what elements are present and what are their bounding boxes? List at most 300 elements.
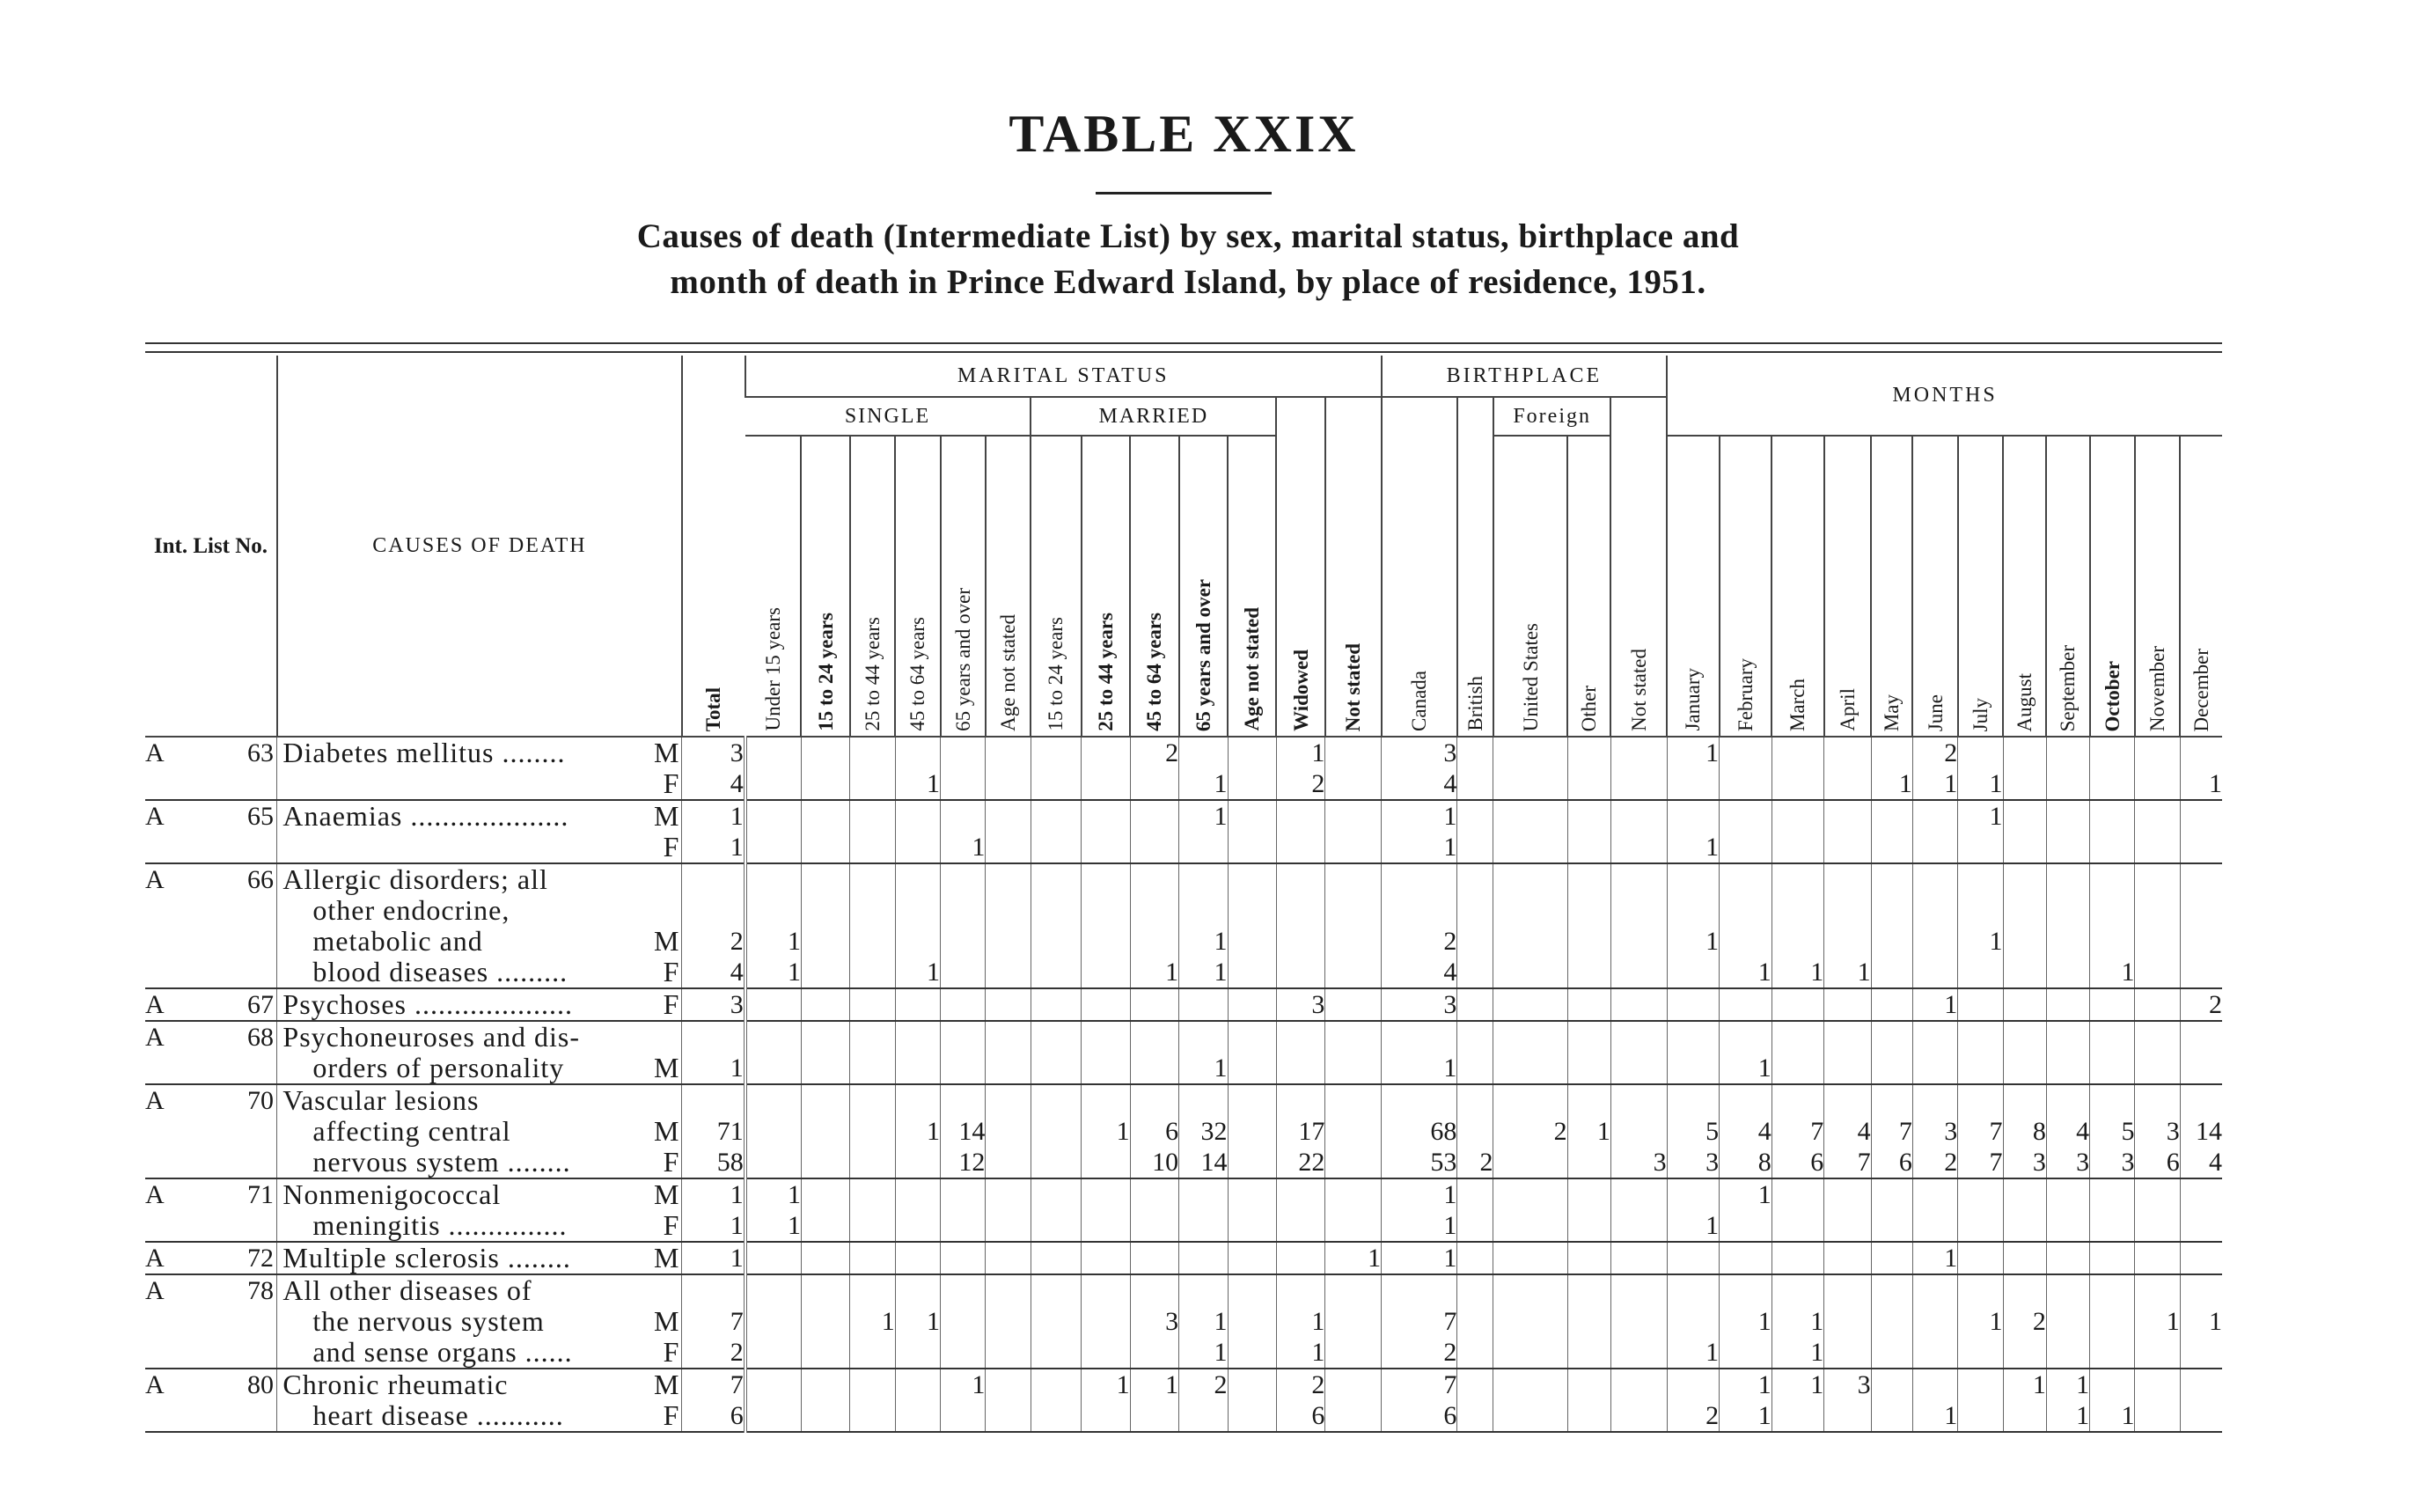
- value-cell: 2: [1382, 1337, 1457, 1369]
- value-cell: [1325, 1178, 1382, 1210]
- value-cell: [1958, 988, 2003, 1021]
- value-cell: 1: [895, 957, 940, 988]
- table-row: [145, 863, 2222, 895]
- value-cell: 68: [1382, 1116, 1457, 1147]
- value-cell: [1457, 1210, 1493, 1242]
- single-25-44-header: [850, 436, 895, 737]
- value-cell: [941, 768, 986, 800]
- value-cell: [2090, 1369, 2135, 1400]
- cause-cell: [277, 1274, 682, 1306]
- value-cell: [1031, 1021, 1082, 1053]
- value-cell: [1457, 1021, 1493, 1053]
- value-cell: [1228, 800, 1276, 832]
- value-cell: 1: [1667, 1337, 1720, 1369]
- value-cell: [1610, 957, 1667, 988]
- not-stated-header: [1325, 397, 1382, 737]
- value-cell: 1: [1276, 1306, 1324, 1337]
- table-row: [145, 1274, 2222, 1306]
- int-list-no-cell: [145, 1210, 277, 1242]
- value-cell: [1567, 1053, 1610, 1084]
- value-cell: [1824, 863, 1871, 895]
- value-cell: [1325, 768, 1382, 800]
- value-cell: [682, 1021, 745, 1053]
- value-cell: [1382, 1274, 1457, 1306]
- value-cell: [1667, 768, 1720, 800]
- value-cell: 1: [682, 1242, 745, 1274]
- birth-other-label: Other: [1578, 685, 1601, 731]
- value-cell: 14: [1179, 1147, 1228, 1178]
- value-cell: [801, 832, 849, 863]
- value-cell: [1031, 1147, 1082, 1178]
- value-cell: [1667, 1084, 1720, 1116]
- value-cell: [1031, 1116, 1082, 1147]
- value-cell: [745, 737, 802, 768]
- value-cell: [895, 1084, 940, 1116]
- value-cell: [1667, 957, 1720, 988]
- value-cell: [1082, 1337, 1130, 1369]
- value-cell: 3: [2003, 1147, 2046, 1178]
- value-cell: 2: [1130, 737, 1178, 768]
- value-cell: [745, 1274, 802, 1306]
- month-december-header: [2180, 436, 2222, 737]
- value-cell: 1: [850, 1306, 895, 1337]
- value-cell: [1771, 1084, 1824, 1116]
- value-cell: [1771, 737, 1824, 768]
- value-cell: [1958, 1337, 2003, 1369]
- value-cell: [1567, 1210, 1610, 1242]
- table-row: [145, 1178, 2222, 1210]
- value-cell: [1082, 1084, 1130, 1116]
- value-cell: [1082, 1178, 1130, 1210]
- value-cell: [2046, 1337, 2089, 1369]
- value-cell: [850, 1053, 895, 1084]
- value-cell: [1610, 1400, 1667, 1432]
- value-cell: 1: [745, 957, 802, 988]
- value-cell: [1228, 1369, 1276, 1400]
- value-cell: 4: [682, 957, 745, 988]
- value-cell: [941, 1400, 986, 1432]
- category-letter: A: [145, 802, 165, 831]
- value-cell: [1610, 1021, 1667, 1053]
- int-list-no-cell: [145, 1021, 277, 1053]
- value-cell: [1493, 895, 1567, 926]
- value-cell: [2135, 957, 2180, 988]
- value-cell: [2003, 1242, 2046, 1274]
- value-cell: [1871, 1210, 1912, 1242]
- value-cell: [1325, 1053, 1382, 1084]
- value-cell: 3: [1276, 988, 1324, 1021]
- value-cell: [801, 1116, 849, 1147]
- cause-cell: [277, 768, 682, 800]
- value-cell: [986, 1306, 1031, 1337]
- int-list-no-cell: [145, 1053, 277, 1084]
- value-cell: [1871, 863, 1912, 895]
- value-cell: [1082, 737, 1130, 768]
- int-list-no-cell: [145, 800, 277, 832]
- value-cell: [1567, 1084, 1610, 1116]
- value-cell: [1958, 1084, 2003, 1116]
- value-cell: [1457, 1084, 1493, 1116]
- value-cell: [1228, 988, 1276, 1021]
- value-cell: [745, 832, 802, 863]
- value-cell: 1: [1382, 832, 1457, 863]
- value-cell: [1457, 1369, 1493, 1400]
- value-cell: [1325, 863, 1382, 895]
- value-cell: [941, 1021, 986, 1053]
- value-cell: [1457, 768, 1493, 800]
- value-cell: [2046, 800, 2089, 832]
- value-cell: [2046, 895, 2089, 926]
- int-list-no-cell: [145, 832, 277, 863]
- value-cell: [1130, 988, 1178, 1021]
- value-cell: [1912, 1021, 1957, 1053]
- value-cell: 7: [1871, 1116, 1912, 1147]
- value-cell: [1325, 988, 1382, 1021]
- value-cell: [1610, 1337, 1667, 1369]
- value-cell: [1228, 768, 1276, 800]
- value-cell: [1912, 832, 1957, 863]
- value-cell: [1082, 1210, 1130, 1242]
- value-cell: [850, 768, 895, 800]
- value-cell: [850, 1369, 895, 1400]
- header-rule-bottom: [145, 351, 2222, 353]
- value-cell: [1325, 1274, 1382, 1306]
- value-cell: [1031, 800, 1082, 832]
- value-cell: [850, 1337, 895, 1369]
- value-cell: [1493, 1084, 1567, 1116]
- value-cell: 2: [1457, 1147, 1493, 1178]
- value-cell: [1031, 1274, 1082, 1306]
- value-cell: [1228, 1053, 1276, 1084]
- value-cell: [2135, 1274, 2180, 1306]
- value-cell: 1: [2135, 1306, 2180, 1337]
- cause-text: orders of personality: [312, 1052, 565, 1083]
- value-cell: [941, 863, 986, 895]
- value-cell: [1130, 926, 1178, 957]
- value-cell: [1082, 1021, 1130, 1053]
- value-cell: 1: [1567, 1116, 1610, 1147]
- value-cell: [801, 1274, 849, 1306]
- table-row: [145, 1369, 2222, 1400]
- value-cell: [1958, 1178, 2003, 1210]
- value-cell: [1130, 1053, 1178, 1084]
- value-cell: [1567, 1178, 1610, 1210]
- value-cell: [986, 1178, 1031, 1210]
- value-cell: [1031, 926, 1082, 957]
- value-cell: 1: [1130, 1369, 1178, 1400]
- sex-label: M: [653, 1369, 680, 1400]
- value-cell: [986, 988, 1031, 1021]
- value-cell: [1493, 768, 1567, 800]
- widowed-header: [1276, 397, 1324, 737]
- cause-cell: [277, 1306, 682, 1337]
- value-cell: [801, 895, 849, 926]
- value-cell: [801, 1147, 849, 1178]
- value-cell: [895, 1021, 940, 1053]
- value-cell: [1276, 1274, 1324, 1306]
- value-cell: [895, 737, 940, 768]
- month-april-header: [1824, 436, 1871, 737]
- value-cell: [2135, 1369, 2180, 1400]
- table-subtitle-line-2: month of death in Prince Edward Island, by place of residence, 1951.: [670, 263, 1706, 301]
- not-stated-label: Not stated: [1342, 642, 1365, 731]
- sex-label: F: [663, 831, 680, 862]
- value-cell: [1276, 1210, 1324, 1242]
- value-cell: [895, 1053, 940, 1084]
- value-cell: [1912, 1178, 1957, 1210]
- table-row: [145, 737, 2222, 768]
- value-cell: [1493, 1178, 1567, 1210]
- value-cell: [1567, 1306, 1610, 1337]
- value-cell: [745, 988, 802, 1021]
- value-cell: 3: [1912, 1116, 1957, 1147]
- birth-canada-label: Canada: [1408, 671, 1431, 731]
- value-cell: 1: [1771, 1369, 1824, 1400]
- value-cell: [1228, 1116, 1276, 1147]
- value-cell: [745, 1337, 802, 1369]
- category-letter: A: [145, 990, 165, 1019]
- value-cell: 17: [1276, 1116, 1324, 1147]
- cause-text: Psychoneuroses and dis-: [282, 1021, 581, 1053]
- value-cell: [1958, 863, 2003, 895]
- value-cell: [801, 926, 849, 957]
- value-cell: 1: [1771, 957, 1824, 988]
- table-row: [145, 926, 2222, 957]
- value-cell: [986, 1274, 1031, 1306]
- value-cell: 1: [745, 1210, 802, 1242]
- value-cell: [1824, 1337, 1871, 1369]
- married-header: MARRIED: [1031, 397, 1276, 436]
- value-cell: [1031, 957, 1082, 988]
- cause-text: affecting central: [312, 1115, 511, 1147]
- value-cell: [1720, 800, 1772, 832]
- single-45-64-header: [895, 436, 940, 737]
- sex-label: M: [653, 737, 680, 768]
- value-cell: 14: [941, 1116, 986, 1147]
- value-cell: [1325, 1021, 1382, 1053]
- value-cell: [1457, 988, 1493, 1021]
- value-cell: [2135, 768, 2180, 800]
- value-cell: [2046, 1306, 2089, 1337]
- value-cell: [1457, 1242, 1493, 1274]
- table-row: [145, 1147, 2222, 1178]
- value-cell: [2003, 1053, 2046, 1084]
- int-list-no-cell: [145, 863, 277, 895]
- int-list-no-label: Int. List No.: [153, 533, 268, 558]
- value-cell: [895, 1274, 940, 1306]
- value-cell: [1610, 895, 1667, 926]
- month-march-label: March: [1786, 678, 1809, 731]
- value-cell: 4: [1720, 1116, 1772, 1147]
- month-december-label: December: [2190, 648, 2213, 731]
- value-cell: [2135, 988, 2180, 1021]
- value-cell: [1031, 1369, 1082, 1400]
- value-cell: [2090, 832, 2135, 863]
- value-cell: [1610, 768, 1667, 800]
- value-cell: [1179, 1274, 1228, 1306]
- value-cell: [1912, 800, 1957, 832]
- value-cell: 1: [1912, 1242, 1957, 1274]
- value-cell: 3: [682, 737, 745, 768]
- cause-text: Multiple sclerosis ........: [282, 1242, 571, 1273]
- cause-cell: [277, 832, 682, 863]
- value-cell: [1771, 832, 1824, 863]
- list-number: 71: [247, 1180, 274, 1209]
- value-cell: [1179, 1178, 1228, 1210]
- value-cell: [1031, 768, 1082, 800]
- value-cell: [1912, 957, 1957, 988]
- value-cell: [986, 1369, 1031, 1400]
- value-cell: 2: [1912, 1147, 1957, 1178]
- value-cell: [1610, 1274, 1667, 1306]
- value-cell: 2: [1667, 1400, 1720, 1432]
- int-list-no-cell: [145, 957, 277, 988]
- value-cell: [1824, 1400, 1871, 1432]
- value-cell: 2: [1382, 926, 1457, 957]
- value-cell: [1082, 1147, 1130, 1178]
- value-cell: [850, 1400, 895, 1432]
- value-cell: [1958, 1369, 2003, 1400]
- total-header: [682, 356, 745, 737]
- single-15-24-header: [801, 436, 849, 737]
- single-25-44-label: 25 to 44 years: [862, 617, 884, 731]
- value-cell: [2046, 1178, 2089, 1210]
- value-cell: [1082, 768, 1130, 800]
- cause-text: Diabetes mellitus ........: [282, 737, 566, 768]
- value-cell: 1: [1912, 1400, 1957, 1432]
- value-cell: [1871, 832, 1912, 863]
- value-cell: [850, 1116, 895, 1147]
- value-cell: 2: [682, 1337, 745, 1369]
- value-cell: [2180, 1084, 2222, 1116]
- value-cell: [745, 1400, 802, 1432]
- value-cell: [941, 988, 986, 1021]
- value-cell: 8: [1720, 1147, 1772, 1178]
- value-cell: [1720, 988, 1772, 1021]
- value-cell: [941, 1178, 986, 1210]
- value-cell: [1720, 1242, 1772, 1274]
- value-cell: [801, 1084, 849, 1116]
- list-number: 68: [247, 1023, 274, 1052]
- value-cell: [1325, 926, 1382, 957]
- birth-british-header: [1457, 397, 1493, 737]
- value-cell: 1: [682, 1053, 745, 1084]
- value-cell: [2090, 1021, 2135, 1053]
- value-cell: [2090, 1242, 2135, 1274]
- value-cell: [1179, 895, 1228, 926]
- value-cell: [1771, 895, 1824, 926]
- value-cell: 3: [2135, 1116, 2180, 1147]
- value-cell: [1720, 863, 1772, 895]
- value-cell: [1958, 957, 2003, 988]
- cause-text: All other diseases of: [282, 1274, 532, 1306]
- value-cell: [1031, 737, 1082, 768]
- value-cell: [895, 1147, 940, 1178]
- value-cell: [1382, 895, 1457, 926]
- value-cell: [2180, 1274, 2222, 1306]
- value-cell: [1567, 1400, 1610, 1432]
- value-cell: [895, 988, 940, 1021]
- value-cell: 1: [1179, 926, 1228, 957]
- table-row: [145, 768, 2222, 800]
- value-cell: [1082, 926, 1130, 957]
- cause-cell: [277, 926, 682, 957]
- value-cell: 1: [1325, 1242, 1382, 1274]
- value-cell: [1382, 1021, 1457, 1053]
- single-65-over-header: [941, 436, 986, 737]
- value-cell: [895, 800, 940, 832]
- value-cell: [1493, 957, 1567, 988]
- value-cell: [2090, 1306, 2135, 1337]
- value-cell: [1276, 1021, 1324, 1053]
- value-cell: [2003, 768, 2046, 800]
- value-cell: 1: [1082, 1116, 1130, 1147]
- cause-text: Chronic rheumatic: [282, 1369, 509, 1400]
- value-cell: [1276, 863, 1324, 895]
- value-cell: [1912, 1274, 1957, 1306]
- value-cell: 1: [1720, 1306, 1772, 1337]
- value-cell: [850, 737, 895, 768]
- value-cell: 1: [1958, 1306, 2003, 1337]
- value-cell: [1912, 1053, 1957, 1084]
- value-cell: [1457, 1306, 1493, 1337]
- int-list-no-cell: [145, 1306, 277, 1337]
- value-cell: 2: [2180, 988, 2222, 1021]
- value-cell: [1325, 957, 1382, 988]
- value-cell: [1325, 1116, 1382, 1147]
- value-cell: [1567, 1369, 1610, 1400]
- value-cell: [1958, 1242, 2003, 1274]
- value-cell: [1276, 1178, 1324, 1210]
- value-cell: [1667, 800, 1720, 832]
- value-cell: [801, 737, 849, 768]
- month-january-header: [1667, 436, 1720, 737]
- int-list-no-cell: [145, 1337, 277, 1369]
- value-cell: [1771, 1210, 1824, 1242]
- single-under-15-label: Under 15 years: [761, 607, 784, 731]
- category-letter: A: [145, 865, 165, 894]
- month-september-label: September: [2057, 644, 2080, 731]
- table-row: [145, 895, 2222, 926]
- value-cell: 2: [1179, 1369, 1228, 1400]
- value-cell: [1824, 926, 1871, 957]
- month-february-label: February: [1734, 657, 1757, 731]
- value-cell: [1082, 800, 1130, 832]
- value-cell: [1228, 895, 1276, 926]
- cause-text: Vascular lesions: [282, 1084, 480, 1116]
- value-cell: 4: [2180, 1147, 2222, 1178]
- value-cell: [1457, 1053, 1493, 1084]
- value-cell: [986, 800, 1031, 832]
- value-cell: 2: [1276, 768, 1324, 800]
- value-cell: [1179, 1242, 1228, 1274]
- value-cell: [1493, 1210, 1567, 1242]
- value-cell: 6: [1771, 1147, 1824, 1178]
- married-25-44-header: [1082, 436, 1130, 737]
- list-number: 65: [247, 802, 274, 831]
- value-cell: [1130, 1400, 1178, 1432]
- value-cell: [2135, 863, 2180, 895]
- value-cell: [1082, 1274, 1130, 1306]
- value-cell: [1871, 1306, 1912, 1337]
- value-cell: 1: [1179, 1306, 1228, 1337]
- cause-cell: [277, 1178, 682, 1210]
- value-cell: [895, 1242, 940, 1274]
- value-cell: [2046, 1274, 2089, 1306]
- value-cell: [850, 926, 895, 957]
- value-cell: [1457, 1178, 1493, 1210]
- value-cell: [1228, 1242, 1276, 1274]
